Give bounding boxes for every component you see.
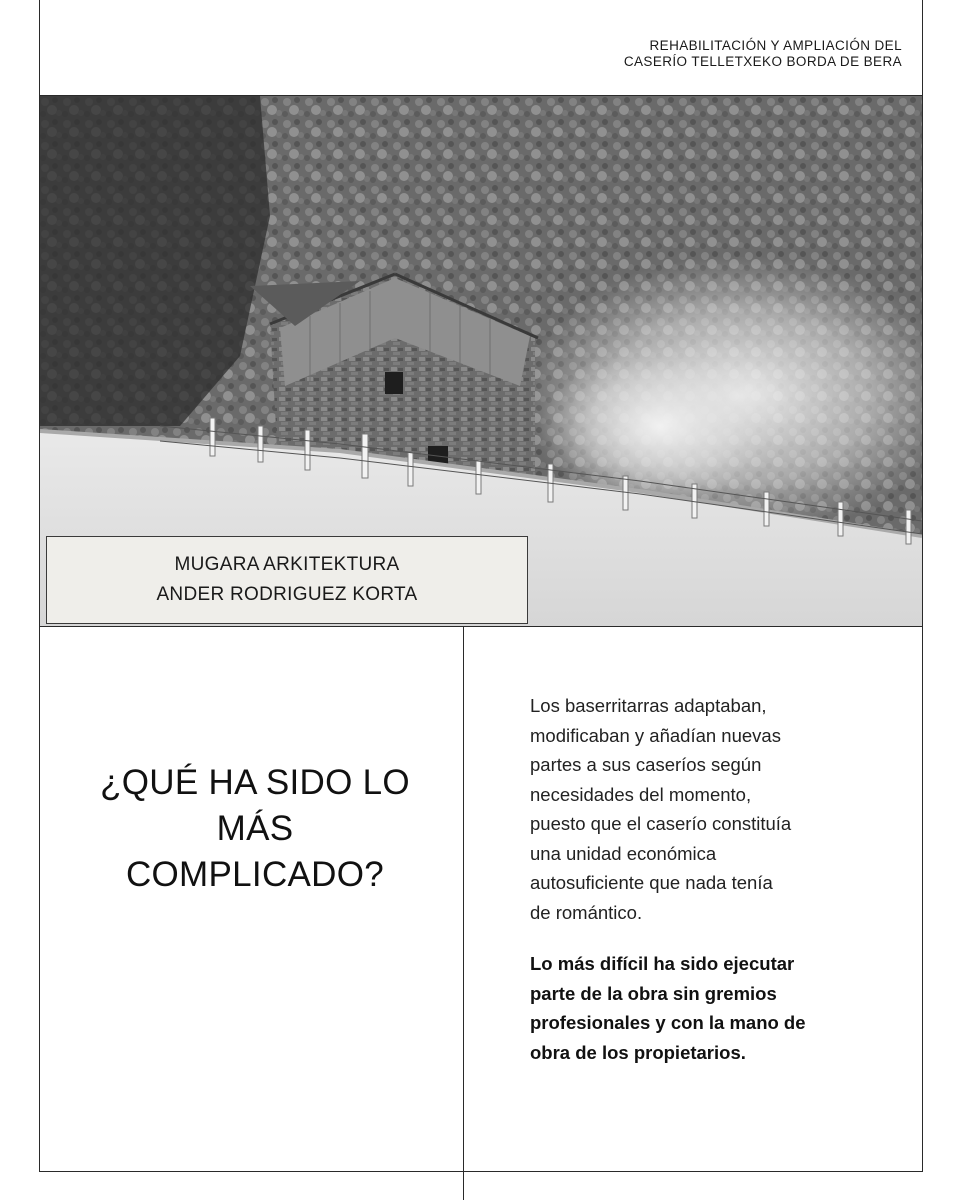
project-title [482, 38, 902, 70]
frame-right-line [922, 0, 923, 1172]
project-title-line: CASERÍO TELLETXEKO BORDA DE BERA [623, 54, 902, 69]
paragraph-line: Los baserritarras adaptaban, [530, 695, 767, 716]
question-heading [60, 760, 450, 898]
question-line: MÁS [216, 809, 294, 848]
paragraph-line: una unidad económica [530, 842, 717, 864]
paragraph-line: partes a sus caseríos según [530, 754, 762, 775]
frame-center-line [463, 626, 464, 1200]
architect-name: ANDER RODRIGUEZ KORTA [156, 584, 418, 605]
frame-bottom-line [39, 1171, 923, 1172]
paragraph-line: modificaban y añadían nuevas [530, 724, 781, 746]
highlight-line: Lo más difícil ha sido ejecutar [530, 953, 795, 974]
highlight-line: obra de los propietarios. [530, 1041, 746, 1063]
paragraph-line: necesidades del momento, [530, 783, 752, 805]
question-line: COMPLICADO? [125, 855, 385, 894]
studio-name: MUGARA ARKITEKTURA [174, 554, 400, 575]
frame-below-photo-line [39, 626, 923, 627]
project-title-line: REHABILITACIÓN Y AMPLIACIÓN DEL [649, 38, 902, 53]
paragraph-line: autosuficiente que nada tenía [530, 872, 773, 893]
highlight-line: profesionales y con la mano de [530, 1012, 806, 1033]
body-paragraph [530, 691, 900, 927]
highlight-paragraph [530, 949, 900, 1067]
highlight-line: parte de la obra sin gremios [530, 982, 777, 1004]
paragraph-line: puesto que el caserío constituía [530, 813, 792, 834]
paragraph-line: de romántico. [530, 901, 643, 923]
question-line: ¿QUÉ HA SIDO LO [100, 763, 410, 802]
author-credits-box [46, 536, 528, 624]
